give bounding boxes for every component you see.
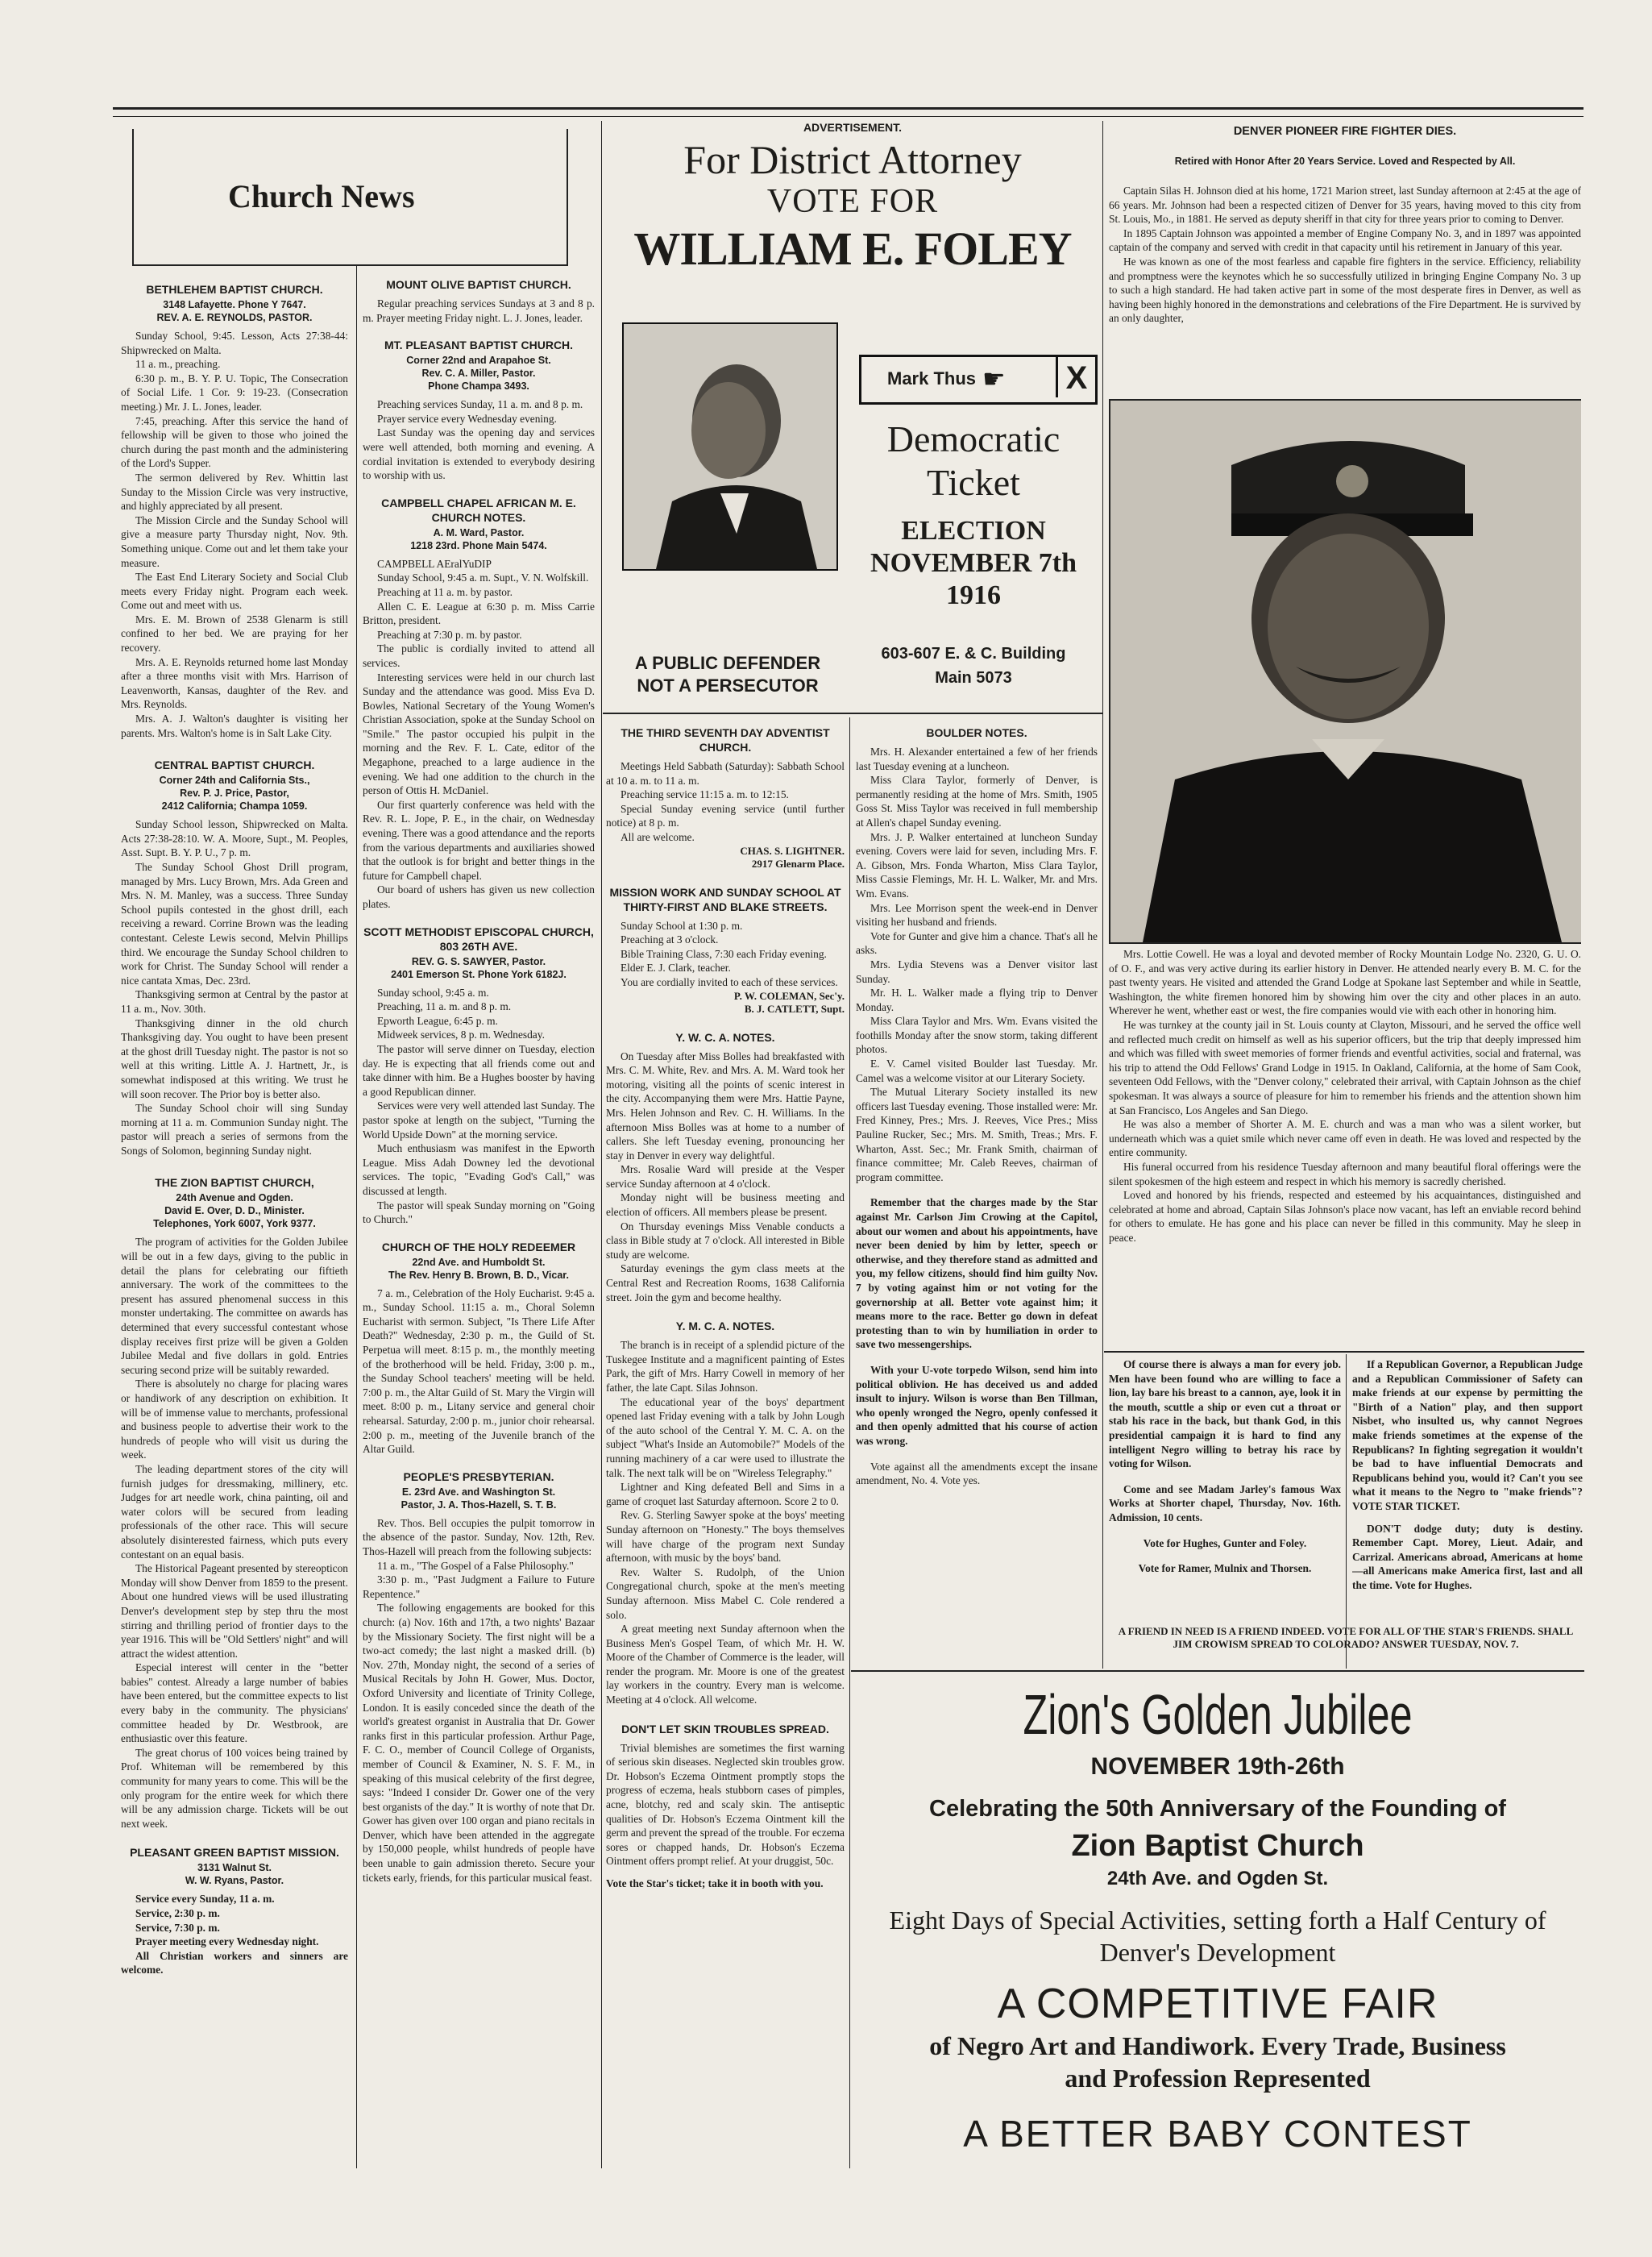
paragraph: The great chorus of 100 voices being trained by Prof. Whiteman will be remembered by this community for many years to come. This will be the only program for the entire week for which there will be any admission charge. Tickets will be out next week. xyxy=(121,1746,348,1830)
paragraph: CAMPBELL AEralYuDIP xyxy=(377,557,492,570)
church-news-header xyxy=(119,129,571,266)
paragraph: The pastor will speak Sunday morning on "Going to Church." xyxy=(363,1199,595,1226)
paragraph: The branch is in receipt of a splendid picture of the Tuskegee Institute and a magnificent painting of Estes Park, the gift of Mrs. Harry Cowell in memory of her father, the late Capt. Silas Johnson. xyxy=(606,1339,845,1394)
paragraph: Thanksgiving sermon at Central by the pastor at 11 a. m., Nov. 30th. xyxy=(121,988,348,1015)
ymca-head: Y. M. C. A. NOTES. xyxy=(675,1320,775,1333)
column-3: THE THIRD SEVENTH DAY ADVENTIST CHURCH. Meetings Held Sabbath (Saturday): Sabbath School at 10 a. m. to 11 a. m. Preaching service 11:15 a. m. to 12:15. Special Sunday evening service (until further notice) at 8 p. m. All are welcome. CHAS. S. LIGHTNER. 2917 Glenarm Place. MISSION WORK AND SUNDAY SCHOOL AT THIRTY-FIRST AND BLAKE STREETS. Sunday School at 1:30 p. m. Preaching at 3 o'clock. Bible Training Class, 7:30 each Friday evening. Elder E. J. Clark, teacher. You are cordially invited to each of these services. P. W. COLEMAN, Sec'y. B. J. CATLETT, Supt. Y. W. C. A. NOTES. On Tuesday after Miss Bolles had breakfasted with Mrs. C. M. White, Rev. and Mrs. A. M. Ward took her motoring, visiting all the points of scenic interest in the city. Accompanying them were Mrs. Hattie Payne, Mrs. Helen Johnson and Rev. C. H. Williams. In the afternoon Miss Bolles was at home to a number of callers. She left Tuesday evening, pronouncing her stay in Denver in every way delightful. Mrs. Rosalie Ward will preside at the Vesper service Sunday afternoon at 4 o'clock. Monday night will be business meeting and election of officers. All members please be present. On Thursday evenings Miss Venable conducts a class in Bible study at 7 o'clock. All interested in Bible study are welcome. Saturday evenings the gym class meets at the Central Rest and Recreation Rooms, 1638 California street. Join the gym and become healthy. Y. M. C. A. NOTES. The branch is in receipt of a splendid picture of the Tuskegee Institute and a magnificent painting of Estes Park, the gift of Mrs. Harry Cowell in memory of her father, the late Capt. Silas Johnson. The educational year of the boys' department opened last Friday evening with a talk by John Lough of the auto school of the Central Y. M. C. A. on the subject "What's Inside an Automobile?" Models of the running machinery of a car were used to illustrate the talk. The next talk will be on "Wireless Telegraphy." Lightner and King defeated Bell and Sims in a game of croquet last Saturday afternoon. Score 2 to 0. Rev. G. Sterling Sawyer spoke at the boys' meeting Sunday afternoon on "Honesty." The boys themselves will have charge of the program next Sunday afternoon, with music by the boys' band. Rev. Walter S. Rudolph, of the Union Congregational church, spoke at the men's meeting Sunday afternoon. Miss Mabel C. Cole rendered a solo. A great meeting next Sunday afternoon when the Business Men's Gospel Team, of which Mr. H. W. Moore of the Chamber of Commerce is the leader, will render the program. Mr. Moore is one of the greatest lay workers in the country. Every man is welcome. Meeting at 4 o'clock. All welcome. DON'T LET SKIN TROUBLES SPREAD. Trivial blemishes are sometimes the first warning of serious skin diseases. Neglected skin troubles grow. Dr. Hobson's Eczema Ointment promptly stops the progress of eczema, heals stubborn cases of pimples, acne, blotchy, red and scaly skin. The antiseptic qualities of Dr. Hobson's Eczema Ointment kill the germ and prevent the spread of the trouble. For eczema sores or chapped hands, Dr. Hobson's Eczema Ointment offers prompt relief. At your druggist, 50c. Vote the Star's ticket; take it in booth with you. xyxy=(606,726,845,1889)
paragraph: All are welcome. xyxy=(621,830,695,843)
paragraph: Epworth League, 6:45 p. m. xyxy=(377,1014,498,1027)
paragraph: Meetings Held Sabbath (Saturday): Sabbath School at 10 a. m. to 11 a. m. xyxy=(606,760,845,787)
jubilee-art: of Negro Art and Handiwork. Every Trade, Business xyxy=(929,2031,1506,2060)
paragraph: Elder E. J. Clark, teacher. xyxy=(621,962,731,975)
torpedo-note: With your U-vote torpedo Wilson, send him into political oblivion. He has deceived us and added insult to injury. Wilson is worse than Ben Tillman, who openly wronged the Negro, openly confessed it and then openly admitted that his course of action was wrong. xyxy=(856,1363,1098,1447)
election-date: NOVEMBER 7th xyxy=(870,548,1077,578)
church-news-title: Church News xyxy=(228,178,415,214)
paragraph: Mrs. A. J. Walton's daughter is visiting her parents. Mrs. Walton's home is in Salt Lake City. xyxy=(121,713,348,739)
paragraph: Vote for Gunter and give him a chance. That's all he asks. xyxy=(856,929,1098,957)
ticket-line-2: Ticket xyxy=(927,462,1020,503)
obituary-body xyxy=(1109,184,1581,326)
paragraph: Service every Sunday, 11 a. m. xyxy=(135,1893,275,1906)
paragraph: Bible Training Class, 7:30 each Friday evening. xyxy=(621,947,827,960)
paragraph: Loved and honored by his friends, respected and esteemed by his acquaintances, distinguished and celebrated at home and abroad, Captain Silas Johnson's place now vacant, has left an enviable record behind for others to emulate. He has gone and his place can never be filled in this community. May he sleep in peace. xyxy=(1109,1189,1581,1244)
paragraph: On Tuesday after Miss Bolles had breakfasted with Mrs. C. M. White, Rev. and Mrs. A. M. Ward took her motoring, visiting all the points of scenic interest in the city. Accompanying them were Mrs. Hattie Payne, Mrs. Helen Johnson and Rev. C. H. Williams. In the afternoon Miss Bolles was at home to a number of callers. She left Tuesday evening, pronouncing her stay in Denver in every way delightful. xyxy=(606,1050,845,1162)
ad-line2: VOTE FOR xyxy=(766,183,939,220)
column-rule-2 xyxy=(601,121,602,2168)
election-year: 1916 xyxy=(946,580,1001,610)
paragraph: You are cordially invited to each of these services. xyxy=(621,975,838,988)
scott-body xyxy=(363,986,595,1227)
obituary-subhead: Retired with Honor After 20 Years Service. Loved and Respected by All. xyxy=(1174,156,1516,167)
paragraph: Our board of ushers has given us new collection plates. xyxy=(363,883,595,910)
paragraph: Mrs. H. Alexander entertained a few of her friends last Tuesday evening at a luncheon. xyxy=(856,746,1098,772)
election-label: ELECTION xyxy=(901,516,1046,546)
peoples-body xyxy=(363,1516,595,1885)
jubilee-eight-days: Eight Days of Special Activities, setting forth a Half Century of xyxy=(889,1906,1546,1935)
right-notes-left: Of course there is always a man for every job. Men have been found who are willing to face a lion, lay bare his breast to a cannon, aye, look it in the mouth, scuttle a ship or even cut a throat or stab his race in the back, but thank God, in this presidential campaign it is hard to find any intelligent Negro willing to betray his race by voting for Wilson. Come and see Madam Jarley's famous Wax Works at Shorter chapel, Thursday, Nov. 16th. Admission, 10 cents. Vote for Hughes, Gunter and Foley. Vote for Ramer, Mulnix and Thorsen. xyxy=(1109,1358,1341,1575)
top-rule xyxy=(113,107,1584,110)
paragraph: He was known as one of the most fearless and capable fire fighters in the service. Efficiency, reliability and promptness were the keynotes which he so successfully utilized in bringing Engine Company No. 3 up to such a high standard. He had taken active part in some of the most desperate fires in Denver, as well as having been highly honored in the demonstrations and celebrations of the Fire Department. He is survived by an only daughter, xyxy=(1109,255,1581,325)
mission-body xyxy=(606,919,845,990)
jubilee-celebrating: Celebrating the 50th Anniversary of the Founding of xyxy=(929,1796,1506,1822)
paragraph: Mrs. J. P. Walker entertained at luncheon Sunday evening. Covers were laid for seven, including Mrs. F. A. Gibson, Mrs. Fonda Wharton, Miss Clara Taylor, Miss Cassie Flemings, Mr. H. L. Walker, Mr. and Mrs. Wm. Evans. xyxy=(856,830,1098,900)
bethlehem-body xyxy=(121,329,348,740)
paragraph: 6:30 p. m., B. Y. P. U. Topic, The Consecration of Social Life. 1 Cor. 9: 19-23. (Consecration meeting.) Mr. J. L. Jones, leader. xyxy=(121,372,348,413)
remember-note: Remember that the charges made by the Star against Mr. Carlson Jim Crowing at the Capitol, about our women and about his appointments, have never been denied by him by letter, speech or otherwise, and they therefore stand as admitted and you, my fellow citizens, should find him guilty Nov. 7 by voting against him or not voting for the governorship at all. Better vote against him; it means more to the race. Better go down in defeat protesting than to win by humiliation in order to save two messengerships. xyxy=(856,1196,1098,1351)
paragraph: The pastor will serve dinner on Tuesday, election day. He is expecting that all friends come out and take dinner with him. Be a Hughes booster by having a good Republican dinner. xyxy=(363,1042,595,1098)
skin-body xyxy=(606,1741,845,1868)
paragraph: Much enthusiasm was manifest in the Epworth League. Miss Adah Downey led the devotional services. The topic, "Evading God's Call," was discussed at length. xyxy=(363,1142,595,1197)
skin-head: DON'T LET SKIN TROUBLES SPREAD. xyxy=(621,1722,829,1735)
holy-redeemer-body xyxy=(363,1286,595,1457)
paragraph: Sunday School, 9:45. Lesson, Acts 27:38-44: Shipwrecked on Malta. xyxy=(121,330,348,356)
zion-head: THE ZION BAPTIST CHURCH, xyxy=(155,1176,314,1190)
paragraph: 3:30 p. m., "Past Judgment a Failure to Future Repentence." xyxy=(363,1573,595,1600)
holy-redeemer-head: CHURCH OF THE HOLY REDEEMER xyxy=(381,1240,576,1253)
paragraph: Miss Clara Taylor, formerly of Denver, is permanently residing at the home of Mrs. Smith, 1905 Goss St. Miss Taylor was received in full membership at Allen's chapel Sunday evening. xyxy=(856,774,1098,829)
jubilee-advertisement xyxy=(853,1675,1583,2167)
paragraph: Especial interest will center in the "better babies" contest. Already a large number of babies have been entered, but the committee expects to list every baby in the community. The physicians' committee headed by Dr. Westbrook, are enthusiastic over this feature. xyxy=(121,1661,348,1745)
paragraph: Preaching, 11 a. m. and 8 p. m. xyxy=(377,1000,512,1013)
jubilee-church: Zion Baptist Church xyxy=(1071,1829,1364,1863)
column-rule-4 xyxy=(1102,121,1103,1669)
ad-office: 603-607 E. & C. Building xyxy=(881,645,1066,663)
jubilee-dates: NOVEMBER 19th-26th xyxy=(1090,1753,1345,1780)
paragraph: The Sunday School Ghost Drill program, managed by Mrs. Lucy Brown, Mrs. Ada Green and Mrs. N. M. Manley, was a success. Three Sunday School pupils contested in the ghost drill, each receiving a reward. Corrine Brown was the leading contestant. Celeste Lewis second, Melvin Phillips third. We encourage the Sunday School children to work for Christ. The Sunday School will render a nice cantata Xmas, Dec. 23rd. xyxy=(121,861,348,987)
paragraph: Allen C. E. League at 6:30 p. m. Miss Carrie Britton, president. xyxy=(363,600,595,627)
paragraph: Sunday school, 9:45 a. m. xyxy=(377,986,489,999)
jubilee-title: Zion's Golden Jubilee xyxy=(1023,1683,1413,1746)
central-body xyxy=(121,817,348,1158)
mt-pleasant-head: MT. PLEASANT BAPTIST CHURCH. xyxy=(384,339,574,352)
paragraph: Last Sunday was the opening day and services were well attended, both morning and evening. A cordial invitation is extended to everybody desiring to worship with us. xyxy=(363,426,595,482)
column-1: BETHLEHEM BAPTIST CHURCH. 3148 Lafayette. Phone Y 7647. REV. A. E. REYNOLDS, PASTOR. Sunday School, 9:45. Lesson, Acts 27:38-44: Shipwrecked on Malta. 11 a. m., preaching. 6:30 p. m., B. Y. P. U. Topic, The Consecration of Social Life. 1 Cor. 9: 19-23. (Consecration meeting.) Mr. J. L. Jones, leader. 7:45, preaching. After this service the hand of fellowship will be given to those who joined the church during the past month and the administering of the Lord's Supper. The sermon delivered by Rev. Whittin last Sunday to the Mission Circle was very instructive, and highly appreciated by all present. The Mission Circle and the Sunday School will give a measure party Thursday night, Nov. 9th. Something unique. Come out and let them take your measure. The East End Literary Society and Social Club meets every Friday night. Program each week. Come out and meet with us. Mrs. E. M. Brown of 2538 Glenarm is still confined to her bed. We are praying for her recovery. Mrs. A. E. Reynolds returned home last Monday after a three months visit with Mrs. Harrison of Leavenworth, Kansas, daughter of the Rev. and Mrs. Reynolds. Mrs. A. J. Walton's daughter is visiting her parents. Mrs. Walton's home is in Salt Lake City. CENTRAL BAPTIST CHURCH. Corner 24th and California Sts., Rev. P. J. Price, Pastor, 2412 California; Champa 1059. Sunday School lesson, Shipwrecked on Malta. Acts 27:38-28:10. W. A. Moore, Supt., M. Peoples, Asst. Supt. B. Y. P. U., 7 p. m. The Sunday School Ghost Drill program, managed by Mrs. Lucy Brown, Mrs. Ada Green and Mrs. N. M. Manley, was a success. Three Sunday School pupils contested in the ghost drill, each receiving a reward. Corrine Brown was the leading contestant. Celeste Lewis second, Melvin Phillips third. We encourage the Sunday School children to work for Christ. The Sunday School will render a nice cantata Xmas, Dec. 23rd. Thanksgiving sermon at Central by the pastor at 11 a. m., Nov. 30th. Thanksgiving dinner in the old church Thanksgiving day. You ought to have been present at the ghost drill Tuesday night. The pastor is not so well at this writing. Little A. J. Hartnett, Jr., is somewhat indisposed at this writing. We trust he will soon recover. The Prior boy is better also. The Sunday School choir will sing Sunday morning at 11 a. m. Communion Sunday night. The pastor will preach a series of sermons from the Songs of Solomon, beginning Sunday night. THE ZION BAPTIST CHURCH, 24th Avenue and Ogden. David E. Over, D. D., Minister. Telephones, York 6007, York 9377. The program of activities for the Golden Jubilee will be out in a few days, giving to the public in detail the plans for celebrating our fiftieth anniversary. The work of the committees to the present has assured phenomenal success in this monster undertaking. The committee on awards has determined that every successful contestant whose display receives first prize will be given a Golden Jubilee Medal and five dollars in gold. Entries securing second prize will be suitably rewarded. There is absolutely no charge for placing wares or handiwork of any description on exhibition. It will be of immense value to merchants, professional and business people to advertise their work to the hundreds of people who will visit us during the week. The leading department stores of the city will furnish judges for dressmaking, millinery, etc. Judges for art needle work, china painting, oil and water colors will be secured from leading professionals of the other race. This will secure absolutely disinterested fairness, which puts every contestant on an equal basis. The Historical Pageant presented by stereopticon Monday will show Denver from 1859 to the present. About one hundred views will be used illustrating Denver's development step by step thru the most stirring and thrilling period of frontier days to the year 1916. This will be "Old Settlers' night" and will attract the widest attention. Especial interest will center in the "better babies" contest. Already a large number of babies have been entered, but the committee expects to list every baby in the community. The physicians' committee headed by Dr. Westbrook, are enthusiastic over this feature. The great chorus of 100 voices being trained by Prof. Whiteman will be remembered by this community for many years to come. This will be the only program for the entire week for which there will be any admission charge. Tickets will be out next week. PLEASANT GREEN BAPTIST MISSION. 3131 Walnut St. W. W. Ryans, Pastor. Service every Sunday, 11 a. m. Service, 2:30 p. m. Service, 7:30 p. m. Prayer meeting every Wednesday night. All Christian workers and sinners are welcome. xyxy=(121,283,348,1976)
ad-line1: For District Attorney xyxy=(683,137,1022,182)
paragraph: Sunday School, 9:45 a. m. Supt., V. N. Wolfskill. xyxy=(377,572,589,584)
paragraph: The Historical Pageant presented by stereopticon Monday will show Denver from 1859 to the present. About one hundred views will be used illustrating Denver's development step by step thru the most stirring and thrilling period of frontier days to the year 1916. This will be "Old Settlers' night" and will attract the widest attention. xyxy=(121,1562,348,1660)
mt-pleasant-body xyxy=(363,397,595,483)
right-notes-right: If a Republican Governor, a Republican Judge and a Republican Commissioner of Safety can make friends at our expense by permitting the "Birth of a Nation" play, and then support Nisbet, who insulted us, why cannot Negroes make friends sometimes at the expense of the Republicans? In fighting segregation it wouldn't be bad to have influential Democrats and Republicans behind you, would it? Can't you see what it means to the Negro to "make friends"? VOTE STAR TICKET. DON'T dodge duty; duty is destiny. Remember Capt. Morey, Lieut. Adair, and Carrizal. Americans abroad, Americans at home—all Americans make America first, last and all the time. Vote for Hughes. xyxy=(1352,1358,1583,1591)
top-rule-2 xyxy=(113,116,1584,117)
campbell-body xyxy=(363,557,595,912)
bethlehem-head: BETHLEHEM BAPTIST CHURCH. xyxy=(146,283,323,296)
paragraph: The East End Literary Society and Social Club meets every Friday night. Program each week. Come out and meet with us. xyxy=(121,571,348,612)
paragraph: All Christian workers and sinners are welcome. xyxy=(121,1949,348,1976)
column-2: MOUNT OLIVE BAPTIST CHURCH. Regular preaching services Sundays at 3 and 8 p. m. Prayer meeting Friday night. L. J. Jones, leader. MT. PLEASANT BAPTIST CHURCH. Corner 22nd and Arapahoe St. Rev. C. A. Miller, Pastor. Phone Champa 3493. Preaching services Sunday, 11 a. m. and 8 p. m. Prayer service every Wednesday evening. Last Sunday was the opening day and services were well attended, both morning and evening. A cordial invitation is extended to everybody desiring to worship with us. CAMPBELL CHAPEL AFRICAN M. E. CHURCH NOTES. A. M. Ward, Pastor. 1218 23rd. Phone Main 5474. CAMPBELL AEralYuDIP Sunday School, 9:45 a. m. Supt., V. N. Wolfskill. Preaching at 11 a. m. by pastor. Allen C. E. League at 6:30 p. m. Miss Carrie Britton, president. Preaching at 7:30 p. m. by pastor. The public is cordially invited to attend all services. Interesting services were held in our church last Sunday and the attendance was good. Miss Eva D. Bowles, National Secretary of the Young Women's Christian Association, spoke at the Sunday School on "Smile." The pastor occupied his pulpit in the morning and the Rev. F. L. Cate, editor of the Megaphone, preached to a large audience in the evening. We had one addition to the church in the person of Ottis H. McDaniel. Our first quarterly conference was held with the Rev. R. L. Jope, P. E., in the chair, on Wednesday evening. There was a good attendance and the reports from the various departments and auxiliaries showed that the outlook is for bright and better things in the future for Campbell chapel. Our board of ushers has given us new collection plates. SCOTT METHODIST EPISCOPAL CHURCH, 803 26TH AVE. REV. G. S. SAWYER, Pastor. 2401 Emerson St. Phone York 6182J. Sunday school, 9:45 a. m. Preaching, 11 a. m. and 8 p. m. Epworth League, 6:45 p. m. Midweek services, 8 p. m. Wednesday. The pastor will serve dinner on Tuesday, election day. He is expecting that all friends come out and take dinner with him. Be a Hughes booster by having a good Republican dinner. Services were very well attended last Sunday. The pastor spoke at length on the subject, "Turning the World Upside Down" at the morning service. Much enthusiasm was manifest in the Epworth League. Miss Adah Downey led the devotional services. The topic, "Evading God's Call," was discussed at length. The pastor will speak Sunday morning on "Going to Church." CHURCH OF THE HOLY REDEEMER 22nd Ave. and Humboldt St. The Rev. Henry B. Brown, B. D., Vicar. 7 a. m., Celebration of the Holy Eucharist. 9:45 a. m., Sunday School. 11:15 a. m., Choral Solemn Eucharist with sermon. Subject, "Is There Life After Death?" Wednesday, 2:30 p. m., the Guild of St. Perpetua will meet. 8:15 p. m., the monthly meeting of the brotherhood will be held. Friday, 3:00 p. m., the Sunday School teachers' meeting will be held. 7:00 p. m., the Altar Guild of St. Mary the Virgin will meet. 8:00 p. m., Litany service and general choir rehearsal. Saturday, 2:00 p. m., junior choir rehearsal. 2:00 p. m., meeting of the Juvenile branch of the Altar Guild. PEOPLE'S PRESBYTERIAN. E. 23rd Ave. and Washington St. Pastor, J. A. Thos-Hazell, S. T. B. Rev. Thos. Bell occupies the pulpit tomorrow in the absence of the pastor. Sunday, Nov. 12th, Rev. Thos-Hazell will preach from the following subjects: 11 a. m., "The Gospel of a False Philosophy." 3:30 p. m., "Past Judgment a Failure to Future Repentence." The following engagements are booked for this church: (a) Nov. 16th and 17th, a two nights' Bazaar by the Missionary Society. The first night will be a two-act comedy; the last night a masked drill. (b) Nov. 27th, Monday night, the second of a series of Musical Recitals by John H. Gower, Mus. Doctor, Oxford University and licentiate of Trinity College, London. It is easily conceded since the death of the world's greatest organist in Australia that Dr. Gower ranks first in this particular profession. Arthur Page, F. C. O., member of Council College of Organists, member of Council & Examiner, N. S. F. M., in speaking of this musical celebrity of the first degree, says: "Indeed I consider Dr. Gower one of the very best organists of the day." It is worthy of note that Dr. Gower has given over 100 organ and piano recitals in Denver, which have been attended in the aggregate by 150,000 people, whilst hundreds of people have been unable to gain admission thereto. Secure your tickets early, friends, for this particular musical feast. xyxy=(363,278,595,1884)
paragraph: Rev. G. Sterling Sawyer spoke at the boys' meeting Sunday afternoon on "Honesty." The boys themselves will have charge of the program next Sunday afternoon, with music by the boys' band. xyxy=(606,1509,845,1565)
zion-body xyxy=(121,1235,348,1831)
pleasant-green-body xyxy=(121,1892,348,1977)
paragraph: Prayer meeting every Wednesday night. xyxy=(135,1935,319,1948)
paragraph: The educational year of the boys' department opened last Friday evening with a talk by John Lough of the auto school of the Central Y. M. C. A. on the subject "What's Inside an Automobile?" Models of the running machinery of a car were used to illustrate the talk. The next talk will be on "Wireless Telegraphy." xyxy=(606,1395,845,1479)
mount-olive-body xyxy=(363,297,595,325)
ywca-body xyxy=(606,1050,845,1305)
paragraph: Service, 7:30 p. m. xyxy=(135,1921,220,1934)
paragraph: The sermon delivered by Rev. Whittin last Sunday to the Mission Circle was very instructive, and highly appreciated by all present. xyxy=(121,471,348,513)
paragraph: The Mutual Literary Society installed its new officers last Tuesday evening. Those installed were: Mr. Fred Kinney, Pres.; Mrs. J. Reeves, Vice Pres.; Miss Pauline Rucker, Sec.; Mrs. M. Smith, Treas.; Mrs. F. Wharton, Asst. Sec.; Mr. Frank Smith, chairman of finance committee; Mr. Caleb Reeves, chairman of program committee. xyxy=(856,1086,1098,1183)
ticket-line-1: Democratic xyxy=(886,418,1061,459)
peoples-head: PEOPLE'S PRESBYTERIAN. xyxy=(403,1469,554,1483)
paragraph: Preaching at 11 a. m. by pastor. xyxy=(377,585,513,598)
boulder-body xyxy=(856,745,1098,1184)
paragraph: Services were very well attended last Sunday. The pastor spoke at length on the subject, "Turning the World Upside Down" at the morning service. xyxy=(363,1099,595,1141)
jubilee-fair: A COMPETITIVE FAIR xyxy=(997,1981,1438,2027)
paragraph: The Sunday School choir will sing Sunday morning at 11 a. m. Communion Sunday night. The pastor will preach a series of sermons from the Songs of Solomon, beginning Sunday night. xyxy=(121,1102,348,1157)
column-4 xyxy=(856,717,1098,1669)
paragraph: The leading department stores of the city will furnish judges for dressmaking, millinery, etc. Judges for art needle work, china painting, oil and water colors will be secured from leading professionals of the other race. This will secure absolutely disinterested fairness, which puts every contestant on an equal basis. xyxy=(121,1462,348,1561)
paragraph: 7 a. m., Celebration of the Holy Eucharist. 9:45 a. m., Sunday School. 11:15 a. m., Choral Solemn Eucharist with sermon. Subject, "Is There Life After Death?" Wednesday, 2:30 p. m., the Guild of St. Perpetua will meet. 8:15 p. m., the monthly meeting of the brotherhood will be held. Friday, 3:00 p. m., the Sunday School teachers' meeting will be held. 7:00 p. m., the Altar Guild of St. Mary the Virgin will meet. 8:00 p. m., Litany service and general choir rehearsal. Saturday, 2:00 p. m., junior choir rehearsal. 2:00 p. m., meeting of the Juvenile branch of the Altar Guild. xyxy=(363,1286,595,1456)
pointing-hand-icon: ☛ xyxy=(982,364,1006,393)
paragraph: The following engagements are booked for this church: (a) Nov. 16th and 17th, a two nights' Bazaar by the Missionary Society. The first night will be a two-act comedy; the last night a masked drill. (b) Nov. 27th, Monday night, the second of a series of Musical Recitals by John H. Gower, Mus. Doctor, Oxford University and licentiate of Trinity College, London. It is easily conceded since the death of the world's greatest organist in Australia that Dr. Gower ranks first in this particular profession. Arthur Page, F. C. O., member of Council College of Organists, member of Council & Examiner, N. S. F. M., in speaking of this musical celebrity of the first degree, says: "Indeed I consider Dr. Gower one of the very best organists of the day." It is worthy of note that Dr. Gower has given over 100 organ and piano recitals in Denver, which have been attended in the aggregate by 150,000 people, whilst hundreds of people have been unable to gain admission thereto. Secure your tickets early, friends, for this particular musical feast. xyxy=(363,1602,595,1884)
paragraph: Preaching service 11:15 a. m. to 12:15. xyxy=(621,788,789,801)
friend-banner: A FRIEND IN NEED IS A FRIEND INDEED. VOTE FOR ALL OF THE STAR'S FRIENDS. SHALL JIM CROWISM SPREAD TO COLORADO? ANSWER TUESDAY, NOV. 7. xyxy=(1118,1625,1574,1650)
paragraph: Special Sunday evening service (until further notice) at 8 p. m. xyxy=(606,802,845,829)
paragraph: The public is cordially invited to attend all services. xyxy=(363,642,595,669)
paragraph: Sunday School lesson, Shipwrecked on Malta. Acts 27:38-28:10. W. A. Moore, Supt., M. Peoples, Asst. Supt. B. Y. P. U., 7 p. m. xyxy=(121,818,348,859)
paragraph: Preaching at 7:30 p. m. by pastor. xyxy=(377,628,522,641)
obituary-head: DENVER PIONEER FIRE FIGHTER DIES. xyxy=(1233,125,1457,138)
paragraph: 7:45, preaching. After this service the hand of fellowship will be given to those who joined the church during the past month and the administering of the Lord's Supper. xyxy=(121,414,348,470)
paragraph: Mrs. Lee Morrison spent the week-end in Denver visiting her husband and friends. xyxy=(856,901,1098,929)
paragraph: Rev. Walter S. Rudolph, of the Union Congregational church, spoke at the men's meeting Sunday afternoon. Miss Mabel C. Cole rendered a solo. xyxy=(606,1565,845,1621)
seventh-day-body xyxy=(606,759,845,845)
paragraph: E. V. Camel visited Boulder last Tuesday. Mr. Camel was a welcome visitor at our Literary Society. xyxy=(856,1058,1098,1084)
paragraph: 11 a. m., "The Gospel of a False Philosophy." xyxy=(377,1559,574,1572)
ywca-head: Y. W. C. A. NOTES. xyxy=(675,1030,775,1044)
jubilee-profession: and Profession Represented xyxy=(1065,2064,1371,2093)
paragraph: A great meeting next Sunday afternoon when the Business Men's Gospel Team, of which Mr. H. W. Moore of the Chamber of Commerce is the leader, will render the program. Mr. Moore is one of the greatest lay workers in the country. Every man is welcome. Meeting at 4 o'clock. All welcome. xyxy=(606,1623,845,1706)
mission-head: MISSION WORK AND SUNDAY SCHOOL AT THIRTY-FIRST AND BLAKE STREETS. xyxy=(609,885,841,913)
paragraph: The Mission Circle and the Sunday School will give a measure party Thursday night, Nov. 9th. Something unique. Come out and let them take your measure. xyxy=(121,513,348,569)
jubilee-baby-contest: A BETTER BABY CONTEST xyxy=(963,2113,1472,2155)
paragraph: In 1895 Captain Johnson was appointed a member of Engine Company No. 3, and in 1897 was appointed captain of the company and served with credit in that capacity until his retirement in January of this year. xyxy=(1109,227,1581,254)
captain-portrait xyxy=(1109,399,1581,944)
amendments-note: Vote against all the amendments except the insane amendment, No. 4. Vote yes. xyxy=(856,1460,1098,1487)
paragraph: On Thursday evenings Miss Venable conducts a class in Bible study at 7 o'clock. All interested in Bible study are welcome. xyxy=(606,1220,845,1261)
jubilee-address: 24th Ave. and Ogden St. xyxy=(1106,1868,1329,1889)
paragraph: Prayer service every Wednesday evening. xyxy=(377,412,557,425)
ad-phone: Main 5073 xyxy=(935,669,1012,687)
paragraph: Mrs. Lottie Cowell. He was a loyal and devoted member of Rocky Mountain Lodge No. 2320, G. U. O. of O. F., and was very active during its earlier history in Denver. He attended nearly every B. M. C. for the past twenty years. He visited and attended the Grand Lodge at Spokane last September and while in Seattle, Washington, the white firemen honored him by showing him over the city and other places in an auto. Wherever he went, whether east or west, the fire companies would vie with each other in honoring him. xyxy=(1109,948,1581,1017)
paragraph: Sunday School at 1:30 p. m. xyxy=(621,919,743,932)
paragraph: Interesting services were held in our church last Sunday and the attendance was good. Miss Eva D. Bowles, National Secretary of the Young Women's Christian Association, spoke at the Sunday School on "Smile." The pastor occupied his pulpit in the morning and the Rev. F. L. Cate, editor of the Megaphone, preached to a large audience in the evening. We had one addition to the church in the person of Ottis H. McDaniel. xyxy=(363,671,595,797)
column-rule-1 xyxy=(356,266,357,2168)
paragraph: Mrs. E. M. Brown of 2538 Glenarm is still confined to her bed. We are praying for her recovery. xyxy=(121,613,348,655)
paragraph: Our first quarterly conference was held with the Rev. R. L. Jope, P. E., in the chair, on Wednesday evening. There was a good attendance and the reports from the various departments and auxiliaries showed that the outlook is for bright and better things in the future for Campbell chapel. xyxy=(363,798,595,882)
paragraph: 11 a. m., preaching. xyxy=(135,358,221,371)
x-mark: X xyxy=(1056,357,1095,397)
column-rule-5 xyxy=(1346,1354,1347,1669)
paragraph: He was also a member of Shorter A. M. E. church and was a man who was a silent worker, but underneath which was a quiet smile which never came off even in death. He was loved and respected by the entire community. xyxy=(1109,1118,1581,1159)
paragraph: Thanksgiving dinner in the old church Thanksgiving day. You ought to have been present at the ghost drill Tuesday night. The pastor is not so well at this writing. Little A. J. Hartnett, Jr., is somewhat indisposed at this writing. We trust he will soon recover. The Prior boy is better also. xyxy=(121,1016,348,1100)
mount-olive-head: MOUNT OLIVE BAPTIST CHURCH. xyxy=(386,278,571,291)
paragraph: Trivial blemishes are sometimes the first warning of serious skin diseases. Neglected skin troubles grow. Dr. Hobson's Eczema Ointment promptly stops the progress of eczema, heals stubborn cases of pimples, acne, blotchy, red and scaly skin. The antiseptic qualities of Dr. Hobson's Eczema Ointment kill the germ and prevent the spread of the trouble. For eczema sores or chapped hands, Dr. Hobson's Eczema Ointment offers prompt relief. At your druggist, 50c. xyxy=(606,1741,845,1868)
paragraph: He was turnkey at the county jail in St. Louis county at Clayton, Missouri, and he served the office well and reflected much credit on himself as well as his superior officers, but the trip that deeply impressed him and which was filled with sweet memories of former friends and eventful activities, social and fraternal, was his trip to attend the Odd Fellows' Grand Lodge in 1915. In Oakland, California, at the home of Sam Cook, seventeen Odd Fellows, with the "Denver colony," celebrated their arrival, with Captain Johnson as the chief spokesman. It was always a source of pleasure for him to remember his friends and the attention shown him at San Francisco, Los Angeles and San Diego. xyxy=(1109,1018,1581,1116)
ad-caption-2: NOT A PERSECUTOR xyxy=(637,675,819,696)
paragraph: Rev. Thos. Bell occupies the pulpit tomorrow in the absence of the pastor. Sunday, Nov. 12th, Rev. Thos-Hazell will preach from the following subjects: xyxy=(363,1516,595,1557)
central-head: CENTRAL BAPTIST CHURCH. xyxy=(154,759,315,772)
paragraph: Service, 2:30 p. m. xyxy=(135,1907,220,1919)
campbell-head: CAMPBELL CHAPEL AFRICAN M. E. CHURCH NOTES. xyxy=(381,496,576,524)
paragraph: Mrs. A. E. Reynolds returned home last Monday after a three months visit with Mrs. Harrison of Leavenworth, Kansas, daughter of the Rev. and Mrs. Reynolds. xyxy=(121,655,348,711)
paragraph: Preaching at 3 o'clock. xyxy=(621,933,719,946)
right-mid-rule xyxy=(1104,1351,1584,1353)
paragraph: Miss Clara Taylor and Mrs. Wm. Evans visited the foothills Monday after the snow storm, taking different photos. xyxy=(856,1015,1098,1056)
paragraph: Lightner and King defeated Bell and Sims in a game of croquet last Saturday afternoon. Score 2 to 0. xyxy=(606,1481,845,1507)
paragraph: Monday night will be business meeting and election of officers. All members please be present. xyxy=(606,1191,845,1219)
pleasant-green-head: PLEASANT GREEN BAPTIST MISSION. xyxy=(130,1846,339,1860)
paragraph: Captain Silas H. Johnson died at his home, 1721 Marion street, last Sunday afternoon at 2:45 at the age of 66 years. Mr. Johnson had been a respected citizen of Denver for 35 years, having moved to this city from St. Louis, Mo., in 1881. He served as deputy sheriff in that city for three years prior to coming to Denver. xyxy=(1109,185,1581,226)
paragraph: His funeral occurred from his residence Tuesday afternoon and many beautiful floral offerings were the silent spokesmen of the high esteem and respect in which his memory is sacredly cherished. xyxy=(1109,1160,1581,1187)
paragraph: Mr. H. L. Walker made a flying trip to Denver Monday. xyxy=(856,987,1098,1013)
candidate-portrait xyxy=(622,322,838,571)
paragraph: There is absolutely no charge for placing wares or handiwork of any description on exhibition. It will be of immense value to merchants, professional and business people to advertise their work to the hundreds of people who will visit us during the week. xyxy=(121,1378,348,1461)
column-rule-3 xyxy=(849,717,850,2168)
paragraph: Mrs. Rosalie Ward will preside at the Vesper service Sunday afternoon at 4 o'clock. xyxy=(606,1163,845,1190)
paragraph: The program of activities for the Golden Jubilee will be out in a few days, giving to the public in detail the plans for celebrating our fiftieth anniversary. The work of the committees to the present has assured phenomenal success in this monster undertaking. The committee on awards has determined that every successful contestant whose display receives first prize will be given a Golden Jubilee Medal and five dollars in gold. Entries securing second prize will be suitably rewarded. xyxy=(121,1236,348,1376)
jubilee-development: Denver's Development xyxy=(1099,1938,1336,1967)
paragraph: Midweek services, 8 p. m. Wednesday. xyxy=(377,1029,545,1041)
obituary-body-continued xyxy=(1109,947,1581,1245)
foley-advertisement: ADVERTISEMENT. For District Attorney VOTE FOR WILLIAM E. FOLEY A PUBLIC DEFENDER NOT A PERSECUTOR Mark Thus ☛ X Democratic Ticket ELECTION NOVEMBER 7th 1916 603-607 E. & C. Building Main 5073 xyxy=(604,121,1101,711)
obituary xyxy=(1109,121,1581,1348)
paragraph: Regular preaching services Sundays at 3 and 8 p. m. Prayer meeting Friday night. L. J. Jones, leader. xyxy=(363,297,595,324)
scott-head: SCOTT METHODIST EPISCOPAL CHURCH, 803 26TH AVE. xyxy=(363,925,594,953)
ad-caption-1: A PUBLIC DEFENDER xyxy=(634,653,821,673)
seventh-day-head: THE THIRD SEVENTH DAY ADVENTIST CHURCH. xyxy=(621,726,830,754)
paragraph: Preaching services Sunday, 11 a. m. and 8 p. m. xyxy=(377,398,583,411)
paragraph: Mrs. Lydia Stevens was a Denver visitor last Sunday. xyxy=(856,958,1098,985)
jubilee-top-rule xyxy=(851,1670,1584,1672)
paragraph: Saturday evenings the gym class meets at the Central Rest and Recreation Rooms, 1638 California street. Join the gym and become healthy. xyxy=(606,1262,845,1303)
boulder-head: BOULDER NOTES. xyxy=(926,726,1027,739)
ymca-body xyxy=(606,1338,845,1706)
candidate-name: WILLIAM E. FOLEY xyxy=(633,222,1072,275)
ad-bottom-rule xyxy=(603,713,1102,714)
mark-thus-box: Mark Thus ☛ X xyxy=(859,355,1098,405)
